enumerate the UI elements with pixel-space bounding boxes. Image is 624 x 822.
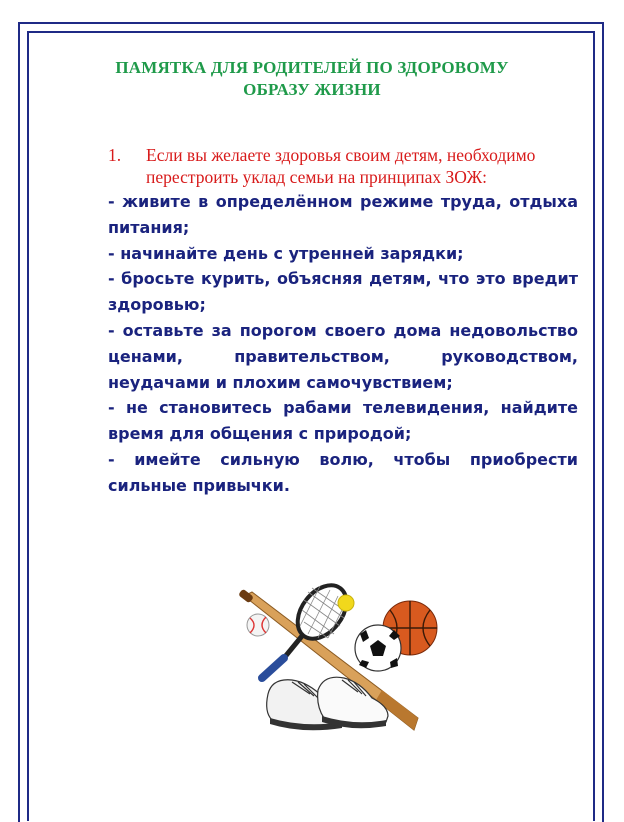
baseball-icon: [247, 614, 269, 636]
item-text-line-1: Если вы желаете здоровья своим детям, необходимо: [146, 145, 536, 165]
tips-list: [108, 189, 578, 499]
tip-item: - не становитесь рабами телевидения, найдите время для общения с природой;: [108, 398, 578, 444]
tip-item: - оставьте за порогом своего дома недовольство ценами, правительством, руководством, неудачами и плохим самочувствием;: [108, 320, 578, 392]
tip-item: - имейте сильную волю, чтобы приобрести сильные привычки.: [108, 449, 578, 495]
item-text-line-2: перестроить уклад семьи на принципах ЗОЖ:: [146, 167, 488, 187]
tip-item: - начинайте день с утренней зарядки;: [108, 243, 464, 263]
tip-item: - живите в определённом режиме труда, отдыха питания;: [108, 192, 578, 237]
item-number: 1.: [108, 145, 122, 165]
numbered-item-1: [108, 144, 578, 188]
tip-item: - бросьте курить, объясняя детям, что это вредит здоровью;: [108, 269, 578, 315]
page-title-line-2: ОБРАЗУ ЖИЗНИ: [243, 80, 381, 99]
page-title-line-1: ПАМЯТКА ДЛЯ РОДИТЕЛЕЙ ПО ЗДОРОВОМУ: [115, 58, 509, 77]
soccer-ball-icon: [355, 625, 401, 671]
tennis-ball-icon: [338, 595, 354, 611]
sports-equipment-illustration: [232, 578, 447, 750]
